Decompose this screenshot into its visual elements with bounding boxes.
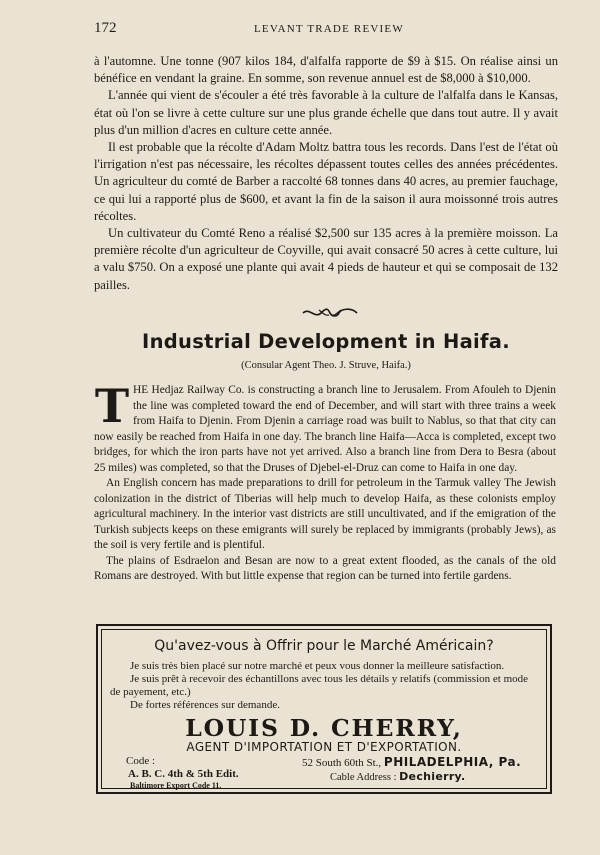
drop-cap: T: [94, 379, 130, 433]
ad-headline: Qu'avez-vous à Offrir pour le Marché Américain?: [154, 638, 494, 654]
article-body: [94, 379, 556, 585]
advertisement-box: [96, 624, 552, 794]
ad-line: Je suis prêt à recevoir des échantillons avec tous les détails y relatifs (commission et mode de payement, etc.): [110, 673, 529, 698]
article-paragraph: The plains of Esdraelon and Besan are now to a great extent flooded, as the canals of the old Romans are destroyed. With but little expense that region can be turned into fertile gardens.: [94, 554, 556, 582]
advertisement-inner-border: [101, 629, 547, 789]
ad-cable-name: Dechierry.: [399, 770, 466, 783]
ad-text: [110, 660, 534, 712]
french-paragraph: à l'automne. Une tonne (907 kilos 184, d'alfalfa rapporte de $9 à $15. On réalise ainsi un bénéfice en vendant la graine. En somme, son revenue annuel est de $8,000 à $10,000.: [94, 54, 558, 86]
article-byline: (Consular Agent Theo. J. Struve, Haifa.): [241, 360, 411, 371]
ad-line: Je suis très bien placé sur notre marché et peux vous donner la meilleure satisfaction.: [130, 660, 505, 672]
ad-address: [302, 755, 521, 769]
ad-cable-address: [330, 770, 466, 783]
page-number: 172: [94, 20, 117, 36]
running-title: LEVANT TRADE REVIEW: [254, 23, 404, 35]
article-paragraph: An English concern has made preparations to drill for petroleum in the Tarmuk valley The Jewish colonization in the district of Tiberias will help much to develop Haifa, as these colonists employ agricultural machinery. In the interior vast districts are still uncultivated, and if the emigration of the Turkish subjects keeps on these emigrants will surely be replaced by immigrants (probably Jews), as the soil is very fertile and is plentiful.: [94, 477, 556, 551]
article-paragraph: [94, 379, 556, 476]
decorative-flourish-icon: [301, 307, 359, 319]
french-paragraph: Il est probable que la récolte d'Adam Moltz battra tous les records. Dans l'est de l'état où l'irrigation n'est pas nécessaire, les récoltes dépassent toutes celles des années précédentes. Un agriculteur du comté de Barber a raccolté 68 tonnes dans 40 acres, au premier fauchage, ce qui lui a rapporté plus de $600, et avant la fin de la saison il aura moissonné trois autres récoltes.: [94, 140, 558, 223]
french-article-continuation: [94, 53, 558, 294]
french-paragraph: L'année qui vient de s'écouler a été très favorable à la culture de l'alfalfa dans le Kansas, état où l'on se livre à cette culture sur une plus grande échelle que dans tout autre. Il y avait plus d'un million d'acres en culture cette année.: [94, 88, 558, 137]
ad-line: De fortes références sur demande.: [130, 699, 280, 711]
ad-company-name: LOUIS D. CHERRY,: [185, 714, 463, 742]
french-paragraph: Un cultivateur du Comté Reno a réalisé $2,500 sur 135 acres à la première moisson. La première récolte d'un agriculteur de Coyville, qui avait consacré 50 acres à cette culture, lui a valu $750. On a exposé une plante qui avait 4 pieds de hauteur et qui se composait de 132 pailles.: [94, 226, 558, 292]
article-paragraph-text: HE Hedjaz Railway Co. is constructing a branch line to Jerusalem. From Afouleh to Djenin the line was completed toward the end of December, and will start with three trains a week from Haifa to Djenin. From Djenin a carriage road was built to Nablus, so that that city can now easily be reached from Haifa in one day. The branch line Haifa—Acca is completed, except two bridges, for which the iron parts have not yet arrived. Also a branch line from Dera to Besra (about 25 miles) was completed, so that the Druses of Djebel-el-Druz can come to Haifa in one day.: [94, 384, 556, 474]
ad-code-label: Code :: [126, 755, 156, 767]
article-title: Industrial Development in Haifa.: [142, 330, 510, 353]
ad-city: PHILADELPHIA, Pa.: [383, 755, 522, 769]
ad-street: 52 South 60th St.,: [302, 757, 382, 769]
ad-company-title: AGENT D'IMPORTATION ET D'EXPORTATION.: [186, 740, 462, 754]
page-header: [94, 20, 560, 40]
ad-cable-label: Cable Address :: [330, 772, 397, 783]
ad-code-abc: A. B. C. 4th & 5th Edit.: [128, 768, 239, 780]
ad-code-baltimore: Baltimore Export Code 11.: [130, 781, 222, 790]
